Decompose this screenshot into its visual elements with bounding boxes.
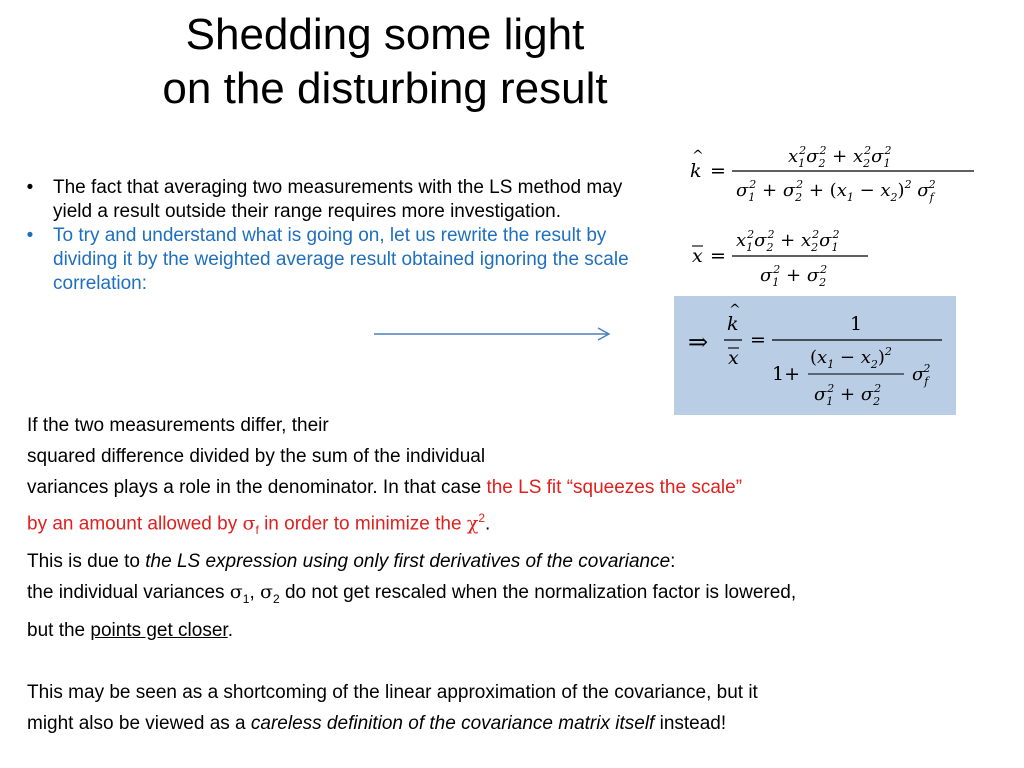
body-text-span: but the (27, 619, 91, 641)
bullet-list (20, 176, 630, 296)
italic-text: the LS expression using only first derivatives of the covariance (145, 551, 671, 573)
highlight-text: by an amount allowed by (27, 513, 243, 535)
title-line-1: Shedding some light (185, 10, 585, 59)
body-text-span: do not get rescaled when the normalization factor is lowered, (279, 582, 797, 604)
xbar-denominator: $\sigma_12 + \sigma_22$ (760, 263, 828, 289)
body-line (27, 546, 1017, 577)
ratio-formula-box (674, 296, 956, 415)
title-line-2: on the disturbing result (162, 64, 608, 113)
chi-symbol: χ (466, 512, 479, 535)
body-text-span: . (227, 619, 233, 641)
bullet-text: To try and understand what is going on, let us rewrite the result by dividing it by the weighted average result obtained ignoring the scale correlation: (53, 225, 629, 294)
body-line: If the two measurements differ, their (27, 415, 329, 436)
body-line: squared difference divided by the sum of the individual (27, 446, 486, 467)
period: . (485, 513, 491, 535)
slide-title (60, 8, 710, 116)
body-text-span: variances plays a role in the denominator. In that case (27, 477, 487, 498)
body-line (27, 577, 1017, 615)
numerator-one: 1 (850, 313, 863, 335)
body-line (27, 615, 1017, 646)
underlined-text: points get closer (90, 619, 228, 641)
bullet-dot: • (26, 177, 34, 198)
hat-accent: ^ (692, 148, 704, 164)
body-text-span: instead! (654, 712, 727, 734)
highlight-text: the LS fit “squeezes the scale” (486, 477, 743, 498)
explanation-text (27, 410, 1017, 739)
subscript: 1 (242, 591, 250, 606)
paragraph-spacer (27, 646, 1017, 677)
x-bar-symbol: x (692, 245, 703, 267)
denominator-one: 1+ (772, 363, 801, 385)
body-text-span: might also be viewed as a (27, 712, 251, 734)
subscript: 2 (273, 591, 280, 606)
sigma-f-squared: $\sigma_f2$ (912, 362, 931, 388)
formula-k-and-xbar (680, 132, 980, 292)
bullet-item-1 (20, 176, 630, 224)
equals-sign: = (710, 245, 726, 267)
sigma-symbol: σ (242, 512, 256, 535)
body-text-span: This is due to (27, 551, 146, 573)
formula-ratio (674, 296, 956, 415)
bullet-text: The fact that averaging two measurements with the LS method may yield a result outside their range requires more investigation. (53, 177, 623, 222)
sigma-symbol: σ (229, 581, 243, 604)
body-text-span: the individual variances (27, 582, 230, 604)
k-denominator: $\sigma_12 + \sigma_22 + (x_1 - x_2)^2$ $\sigma_f2$ (736, 178, 936, 204)
xbar-numerator: $x_12\sigma_22 + x_22\sigma_12$ (736, 228, 840, 254)
variance-sum: $\sigma_12 + \sigma_22$ (814, 382, 882, 408)
equals-sign: = (750, 329, 766, 351)
diff-squared: $(x_1 - x_2)^2$ (810, 345, 892, 371)
ratio-k: k (727, 313, 739, 335)
equals-sign: = (710, 160, 726, 182)
body-line (27, 503, 1017, 546)
body-line (27, 472, 1017, 503)
comma: , (249, 582, 261, 604)
k-hat-symbol: k (690, 160, 702, 182)
sigma-symbol: σ (260, 581, 274, 604)
bullet-item-2 (20, 224, 630, 296)
right-arrow-icon (374, 326, 614, 342)
body-line (27, 708, 1017, 739)
implies-arrow-icon: ⇒ (688, 328, 709, 356)
hat-accent: ^ (729, 302, 741, 318)
subscript: f (255, 523, 259, 538)
bullet-dot: • (26, 225, 34, 246)
body-text-span: : (670, 551, 676, 573)
body-line: This may be seen as a shortcoming of the linear approximation of the covariance, but it (27, 681, 758, 703)
highlight-text: in order to minimize the (258, 513, 467, 535)
italic-text: careless definition of the covariance matrix itself (250, 712, 655, 734)
k-numerator: $x_12\sigma_22 + x_22\sigma_12$ (788, 144, 892, 170)
superscript: 2 (478, 511, 486, 525)
ratio-x: x (728, 347, 739, 369)
